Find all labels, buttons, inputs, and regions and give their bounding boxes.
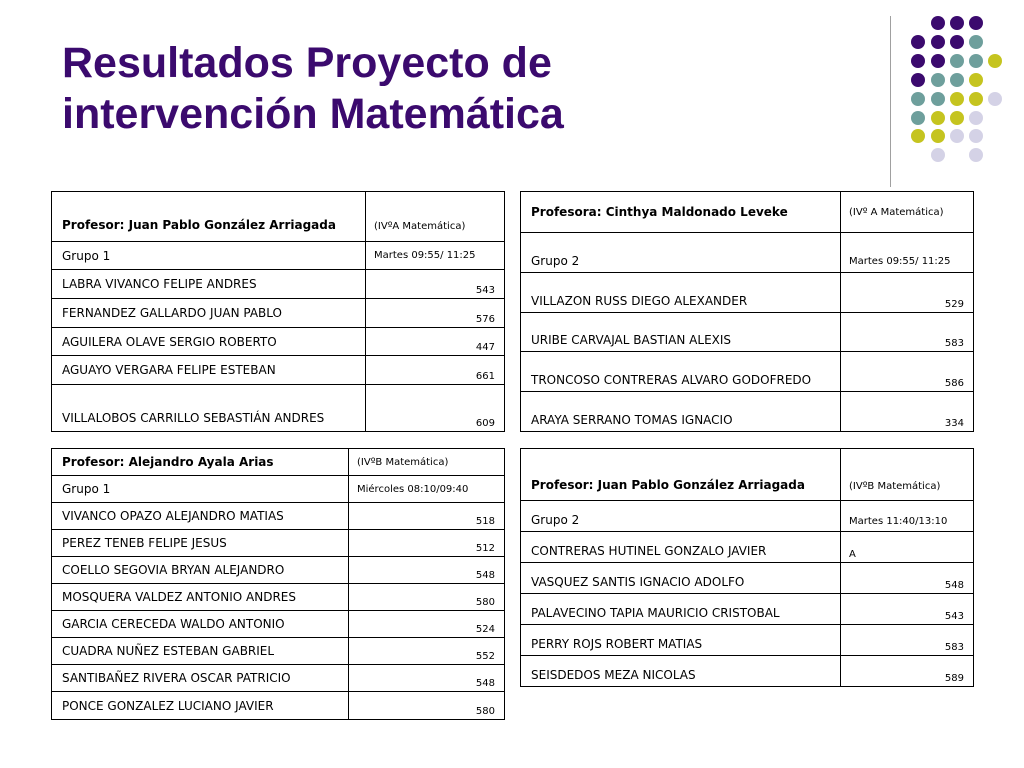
student-score: 583 (841, 313, 974, 352)
decorative-dot (969, 111, 983, 125)
student-score: 580 (349, 584, 505, 611)
table-row (52, 530, 505, 557)
student-score: 576 (366, 299, 505, 328)
table-row (521, 352, 974, 392)
results-table-iva-grupo-1 (51, 191, 505, 432)
table-row (52, 328, 505, 356)
table-row (52, 299, 505, 328)
student-score: 334 (841, 392, 974, 432)
slide-title-line-1: Resultados Proyecto de (62, 39, 552, 87)
student-score: 512 (349, 530, 505, 557)
decorative-dot (931, 111, 945, 125)
student-score: 580 (349, 692, 505, 720)
student-name: AGUAYO VERGARA FELIPE ESTEBAN (52, 356, 366, 385)
table-row (521, 392, 974, 432)
student-name: VILLAZON RUSS DIEGO ALEXANDER (521, 273, 841, 313)
student-score: 586 (841, 352, 974, 392)
student-name: GARCIA CERECEDA WALDO ANTONIO (52, 611, 349, 638)
decorative-dot (931, 16, 945, 30)
table-row (521, 563, 974, 594)
decorative-dot (950, 16, 964, 30)
decorative-dot (988, 54, 1002, 68)
decorative-dot (969, 129, 983, 143)
table-row (52, 356, 505, 385)
teacher-name: Profesora: Cinthya Maldonado Leveke (521, 192, 841, 233)
student-score: 661 (366, 356, 505, 385)
student-name: PONCE GONZALEZ LUCIANO JAVIER (52, 692, 349, 720)
student-score: 524 (349, 611, 505, 638)
student-name: PALAVECINO TAPIA MAURICIO CRISTOBAL (521, 594, 841, 625)
student-name: PERRY ROJS ROBERT MATIAS (521, 625, 841, 656)
student-name: CONTRERAS HUTINEL GONZALO JAVIER (521, 532, 841, 563)
slide-title (62, 38, 564, 140)
student-name: URIBE CARVAJAL BASTIAN ALEXIS (521, 313, 841, 352)
student-score: 589 (841, 656, 974, 687)
table-row (52, 692, 505, 720)
table-row (521, 273, 974, 313)
group-row (52, 476, 505, 503)
student-name: LABRA VIVANCO FELIPE ANDRES (52, 270, 366, 299)
group-label: Grupo 2 (521, 233, 841, 273)
decorative-dot (969, 16, 983, 30)
student-name: SEISDEDOS MEZA NICOLAS (521, 656, 841, 687)
table-row (521, 313, 974, 352)
decorative-dot (950, 129, 964, 143)
group-row (52, 242, 505, 270)
decorative-dot (911, 111, 925, 125)
course-label: (IVºA Matemática) (366, 192, 505, 242)
student-score: 543 (366, 270, 505, 299)
results-table-iva-grupo-2 (520, 191, 974, 432)
student-score: 609 (366, 385, 505, 432)
student-score: 529 (841, 273, 974, 313)
schedule-label: Martes 11:40/13:10 (841, 501, 974, 532)
table-row (52, 270, 505, 299)
table-row (521, 656, 974, 687)
student-score: 447 (366, 328, 505, 356)
group-label: Grupo 1 (52, 476, 349, 503)
decorative-dot (969, 73, 983, 87)
decorative-dot (931, 54, 945, 68)
student-score: 543 (841, 594, 974, 625)
decorative-dot (911, 54, 925, 68)
results-table-ivb-grupo-2 (520, 448, 974, 687)
decorative-dot (969, 35, 983, 49)
decorative-dot (931, 148, 945, 162)
decorative-dot (950, 35, 964, 49)
student-score: 518 (349, 503, 505, 530)
group-row (521, 233, 974, 273)
student-name: VIVANCO OPAZO ALEJANDRO MATIAS (52, 503, 349, 530)
group-row (521, 501, 974, 532)
table-row (52, 584, 505, 611)
student-score: 548 (841, 563, 974, 594)
table-row (521, 594, 974, 625)
student-score: 548 (349, 665, 505, 692)
student-score: 548 (349, 557, 505, 584)
teacher-name: Profesor: Alejandro Ayala Arias (52, 449, 349, 476)
student-name: VILLALOBOS CARRILLO SEBASTIÁN ANDRES (52, 385, 366, 432)
table-row (52, 557, 505, 584)
table-header-row (52, 449, 505, 476)
decorative-dot (911, 92, 925, 106)
table-row (52, 665, 505, 692)
table-row (521, 625, 974, 656)
student-name: TRONCOSO CONTRERAS ALVARO GODOFREDO (521, 352, 841, 392)
student-name: ARAYA SERRANO TOMAS IGNACIO (521, 392, 841, 432)
decorative-dot (950, 73, 964, 87)
decorative-dot (911, 73, 925, 87)
student-name: PEREZ TENEB FELIPE JESUS (52, 530, 349, 557)
teacher-name: Profesor: Juan Pablo González Arriagada (521, 449, 841, 501)
table-row (521, 532, 974, 563)
course-label: (IVº A Matemática) (841, 192, 974, 233)
decorative-dot (950, 92, 964, 106)
student-score: 583 (841, 625, 974, 656)
course-label: (IVºB Matemática) (349, 449, 505, 476)
decorative-dot (911, 35, 925, 49)
slide-title-line-2: intervención Matemática (62, 90, 564, 138)
decorative-dot (969, 92, 983, 106)
decorative-dot (988, 92, 1002, 106)
table-header-row (521, 192, 974, 233)
student-name: MOSQUERA VALDEZ ANTONIO ANDRES (52, 584, 349, 611)
table-header-row (52, 192, 505, 242)
student-score: 552 (349, 638, 505, 665)
decorative-dot (969, 54, 983, 68)
decorative-dot (931, 92, 945, 106)
schedule-label: Miércoles 08:10/09:40 (349, 476, 505, 503)
schedule-label: Martes 09:55/ 11:25 (366, 242, 505, 270)
group-label: Grupo 2 (521, 501, 841, 532)
decorative-dot (931, 129, 945, 143)
decorative-dot (950, 111, 964, 125)
decorative-dot (911, 129, 925, 143)
student-name: FERNANDEZ GALLARDO JUAN PABLO (52, 299, 366, 328)
student-name: AGUILERA OLAVE SERGIO ROBERTO (52, 328, 366, 356)
results-table-ivb-grupo-1 (51, 448, 505, 720)
student-name: VASQUEZ SANTIS IGNACIO ADOLFO (521, 563, 841, 594)
student-name: SANTIBAÑEZ RIVERA OSCAR PATRICIO (52, 665, 349, 692)
student-name: CUADRA NUÑEZ ESTEBAN GABRIEL (52, 638, 349, 665)
schedule-label: Martes 09:55/ 11:25 (841, 233, 974, 273)
teacher-name: Profesor: Juan Pablo González Arriagada (52, 192, 366, 242)
table-row (52, 611, 505, 638)
table-row (52, 503, 505, 530)
decorative-dot (931, 35, 945, 49)
student-name: COELLO SEGOVIA BRYAN ALEJANDRO (52, 557, 349, 584)
table-row (52, 385, 505, 432)
course-label: (IVºB Matemática) (841, 449, 974, 501)
student-score: A (841, 532, 974, 563)
decorative-dot (969, 148, 983, 162)
decorative-dot (950, 54, 964, 68)
group-label: Grupo 1 (52, 242, 366, 270)
table-row (52, 638, 505, 665)
divider-line (890, 16, 891, 187)
decorative-dot (931, 73, 945, 87)
table-header-row (521, 449, 974, 501)
